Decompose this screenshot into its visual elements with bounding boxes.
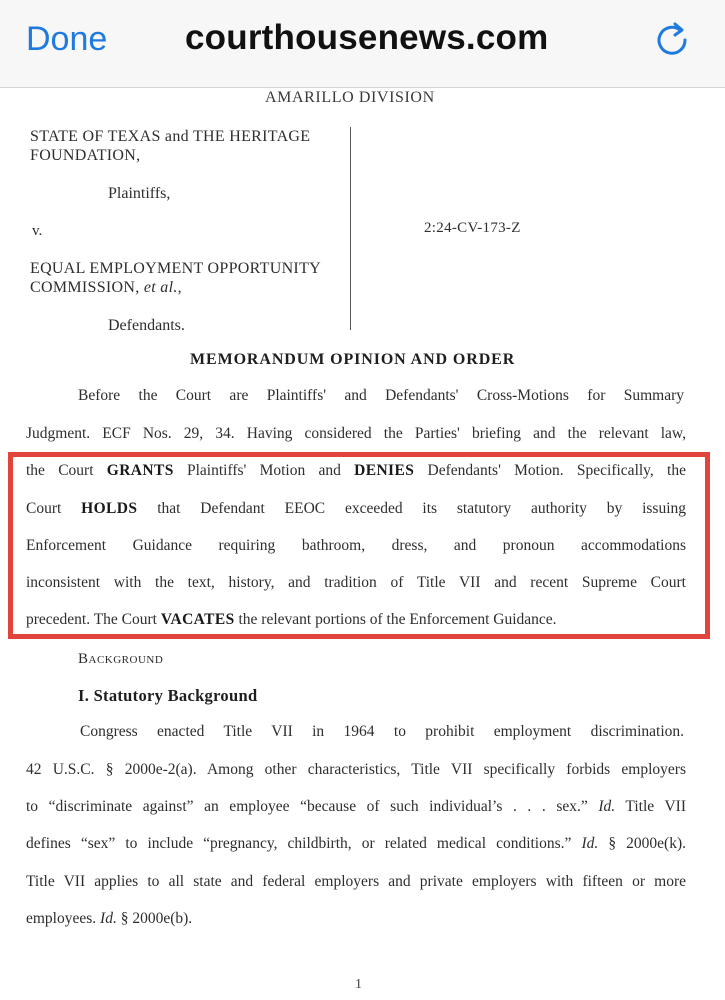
intro-line-4: Court HOLDS that Defendant EEOC exceeded its statutory authority by issuing: [26, 500, 687, 517]
section-heading-background: Background: [78, 651, 164, 667]
plaintiffs-party: STATE OF TEXAS and THE HERITAGE FOUNDATION,: [30, 128, 311, 164]
defendants-party: EQUAL EMPLOYMENT OPPORTUNITY COMMISSION, et al.,: [30, 260, 321, 296]
stat-line-5: Title VII applies to all state and federal employers and private employers with fifteen or more: [26, 873, 686, 890]
plaintiffs-role: Plaintiffs,: [108, 185, 171, 202]
reload-icon: [650, 18, 694, 62]
court-division: AMARILLO DIVISION: [265, 89, 435, 106]
case-number: 2:24-CV-173-Z: [424, 220, 521, 236]
stat-line-4: defines “sex” to include “pregnancy, childbirth, or related medical conditions.” Id. § 2000e(k).: [26, 835, 686, 852]
stat-line-1: Congress enacted Title VII in 1964 to prohibit employment discrimination.: [80, 723, 684, 740]
intro-line-6: inconsistent with the text, history, and tradition of Title VII and recent Supreme Court: [26, 574, 686, 591]
defendants-role: Defendants.: [108, 317, 185, 334]
reload-button[interactable]: [650, 18, 694, 62]
caption-divider: [350, 127, 351, 330]
intro-line-7: precedent. The Court VACATES the relevant portions of the Enforcement Guidance.: [26, 611, 557, 628]
section-heading-statutory: I. Statutory Background: [78, 686, 258, 705]
intro-line-5: Enforcement Guidance requiring bathroom, dress, and pronoun accommodations: [26, 537, 686, 554]
highlight-box: [8, 452, 710, 639]
versus: v.: [32, 223, 43, 239]
document-page: [0, 89, 725, 1000]
intro-line-1: Before the Court are Plaintiffs' and Defendants' Cross-Motions for Summary: [78, 387, 684, 404]
done-button[interactable]: Done: [26, 20, 108, 58]
document-title: MEMORANDUM OPINION AND ORDER: [190, 351, 516, 368]
stat-line-2: 42 U.S.C. § 2000e-2(a). Among other characteristics, Title VII specifically forbids employers: [26, 761, 686, 778]
browser-toolbar: [0, 0, 725, 88]
stat-line-3: to “discriminate against” an employee “because of such individual’s . . . sex.” Id. Title VII: [26, 798, 686, 815]
url-display[interactable]: courthousenews.com: [185, 18, 549, 57]
stat-line-6: employees. Id. § 2000e(b).: [26, 910, 193, 927]
page-number: 1: [355, 977, 362, 992]
intro-line-3: the Court GRANTS Plaintiffs' Motion and DENIES Defendants' Motion. Specifically, the: [26, 462, 686, 479]
intro-line-2: Judgment. ECF Nos. 29, 34. Having considered the Parties' briefing and the relevant law,: [26, 425, 686, 442]
